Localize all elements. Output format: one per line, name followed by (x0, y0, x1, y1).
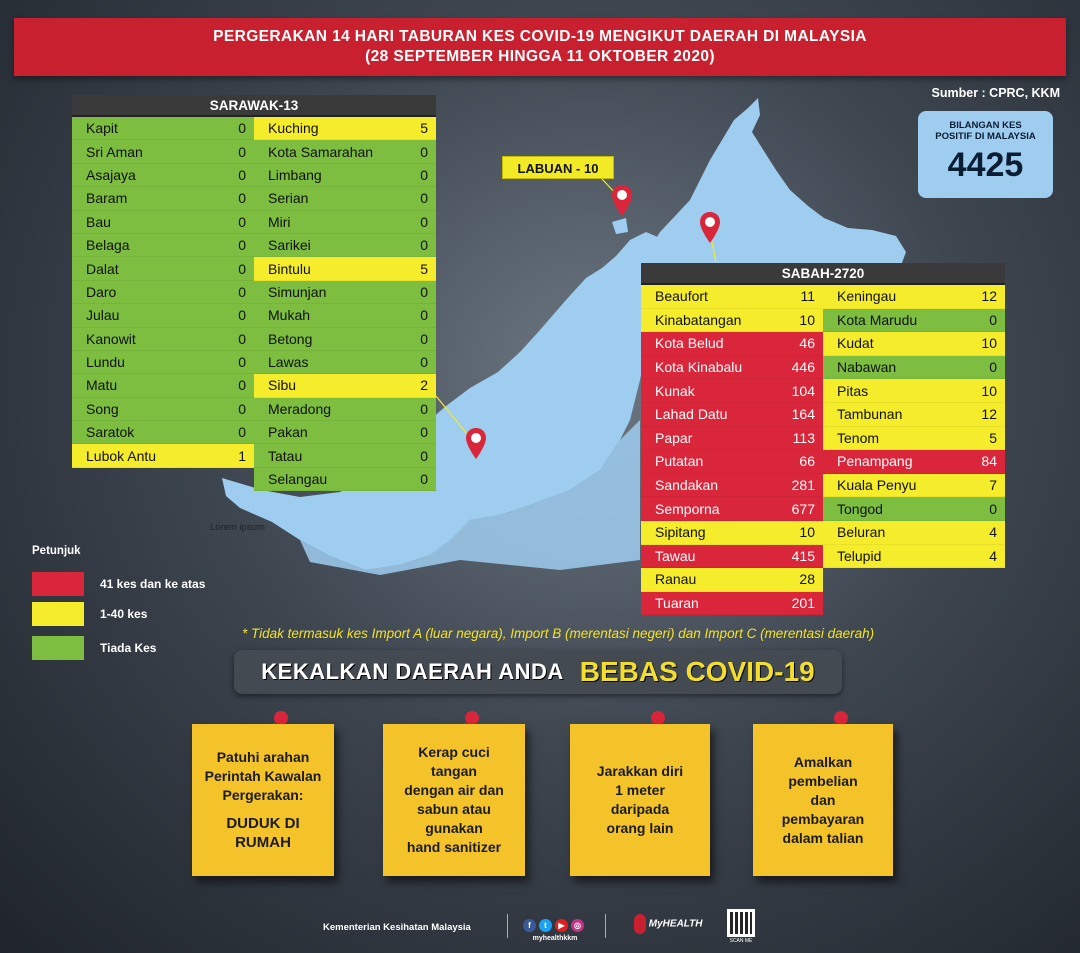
district-row (72, 281, 254, 304)
district-cases: 0 (420, 330, 428, 347)
district-name: Simunjan (268, 283, 327, 300)
district-row (254, 468, 436, 491)
youtube-icon[interactable]: ▶ (555, 919, 568, 932)
district-name: Tawau (655, 547, 696, 564)
import-note: * Tidak termasuk kes Import A (luar negara), Import B (merentasi negeri) dan Import C (merentasi daerah) (242, 626, 875, 641)
advice-text: gunakan (425, 820, 483, 836)
district-cases: 0 (238, 283, 246, 300)
district-name: Semporna (655, 500, 720, 517)
district-name: Bau (86, 213, 111, 230)
district-row (72, 234, 254, 257)
district-name: Tongod (837, 500, 883, 517)
district-row (254, 444, 436, 467)
district-cases: 4 (989, 547, 997, 564)
district-name: Limbang (268, 166, 322, 183)
advice-text: pembelian (788, 772, 858, 789)
district-cases: 66 (799, 453, 815, 470)
district-cases: 0 (238, 330, 246, 347)
advice-card (753, 724, 893, 876)
district-cases: 46 (799, 335, 815, 352)
district-cases: 2 (420, 377, 428, 394)
slogan-banner (234, 650, 842, 694)
advice-text: hand sanitizer (406, 839, 502, 855)
district-name: Baram (86, 190, 128, 207)
instagram-icon[interactable]: ◎ (571, 919, 584, 932)
sarawak-title: SARAWAK-13 (72, 95, 436, 117)
advice-text: dengan air dan (404, 782, 504, 798)
district-name: Kota Kinabalu (655, 359, 743, 376)
district-name: Selangau (268, 471, 328, 488)
advice-emphasis: DUDUK DI (226, 815, 300, 832)
district-row (823, 356, 1005, 380)
source-label: Sumber : CPRC, KKM (931, 86, 1060, 100)
district-name: Serian (268, 190, 309, 207)
legend-label-red: 41 kes dan ke atas (100, 577, 206, 591)
district-row (254, 281, 436, 304)
district-row (254, 234, 436, 257)
district-cases: 0 (420, 166, 428, 183)
district-name: Kota Marudu (837, 311, 918, 328)
district-name: Ranau (655, 571, 697, 588)
district-name: Miri (268, 213, 291, 230)
advice-text: Amalkan (793, 753, 853, 770)
district-cases: 0 (420, 283, 428, 300)
labuan-island (612, 218, 628, 234)
legend-swatch-green (32, 636, 84, 660)
advice-text: daripada (610, 801, 670, 817)
district-row (641, 379, 823, 403)
district-cases: 0 (238, 166, 246, 183)
district-cases: 10 (799, 311, 815, 328)
legend-label-yellow: 1-40 kes (100, 607, 148, 621)
title-line1: PERGERAKAN 14 HARI TABURAN KES COVID-19 MENGIKUT DAERAH DI MALAYSIA (213, 28, 867, 45)
labuan-label: LABUAN - 10 (502, 156, 614, 179)
district-cases: 0 (420, 237, 428, 254)
advice-card (192, 724, 334, 876)
sabah-col2 (823, 285, 1005, 568)
district-cases: 4 (989, 524, 997, 541)
district-name: Kota Belud (655, 335, 724, 352)
district-row (72, 164, 254, 187)
district-cases: 0 (238, 213, 246, 230)
district-name: Tatau (268, 447, 303, 464)
district-row (823, 497, 1005, 521)
district-name: Lubok Antu (86, 447, 157, 464)
district-name: Tambunan (837, 406, 903, 423)
district-row (72, 374, 254, 397)
sarawak-col1 (72, 117, 254, 491)
social-icons (523, 915, 587, 942)
legend-title: Petunjuk (32, 545, 81, 557)
district-name: Dalat (86, 260, 119, 277)
district-cases: 415 (791, 547, 815, 564)
district-row (823, 379, 1005, 403)
district-name: Kota Samarahan (268, 143, 374, 160)
district-cases: 0 (238, 120, 246, 137)
district-row (72, 421, 254, 444)
district-cases: 0 (989, 311, 997, 328)
district-name: Beluran (837, 524, 886, 541)
district-row (254, 140, 436, 163)
advice-text: Kerap cuci (418, 744, 490, 760)
district-cases: 281 (791, 477, 815, 494)
sabah-pin-icon (699, 211, 721, 245)
sabah-land (640, 98, 906, 272)
district-row (254, 304, 436, 327)
district-cases: 113 (792, 429, 815, 446)
district-row (823, 474, 1005, 498)
district-name: Lawas (268, 354, 309, 371)
total-label-line2: POSITIF DI MALAYSIA (935, 131, 1036, 142)
district-row (254, 187, 436, 210)
district-row (641, 545, 823, 569)
district-name: Sri Aman (86, 143, 143, 160)
district-row (641, 332, 823, 356)
sabah-col1 (641, 285, 823, 615)
social-handle: myhealthkkm (532, 935, 578, 942)
district-row (641, 356, 823, 380)
district-name: Penampang (837, 453, 913, 470)
district-cases: 0 (989, 500, 997, 517)
advice-card (383, 724, 525, 876)
district-name: Betong (268, 330, 313, 347)
district-name: Saratok (86, 424, 135, 441)
ministry-name: Kementerian Kesihatan Malaysia (323, 922, 471, 933)
district-name: Kunak (655, 382, 695, 399)
total-label-line1: BILANGAN KES (949, 120, 1022, 131)
district-cases: 0 (238, 307, 246, 324)
district-name: Pakan (268, 424, 308, 441)
district-row (254, 398, 436, 421)
district-row (254, 328, 436, 351)
district-cases: 677 (791, 500, 815, 517)
total-cases-value: 4425 (947, 146, 1024, 184)
sabah-table (641, 263, 1005, 615)
district-row (72, 304, 254, 327)
district-name: Meradong (268, 400, 332, 417)
district-row (72, 328, 254, 351)
district-name: Kinabatangan (655, 311, 742, 328)
district-row (641, 521, 823, 545)
district-row (72, 444, 254, 467)
facebook-icon[interactable]: f (523, 919, 536, 932)
district-cases: 446 (791, 359, 815, 376)
district-name: Papar (655, 429, 693, 446)
district-cases: 0 (420, 354, 428, 371)
advice-text: dalam talian (782, 829, 864, 846)
district-name: Sarikei (268, 237, 311, 254)
district-name: Tuaran (655, 595, 699, 612)
district-row (823, 309, 1005, 333)
qr-code-icon[interactable] (727, 909, 755, 937)
map-placeholder-text: Lorem ipsum (210, 522, 265, 533)
district-name: Nabawan (837, 359, 897, 376)
district-cases: 5 (420, 120, 428, 137)
advice-text: dan (810, 791, 836, 808)
district-row (254, 211, 436, 234)
district-name: Asajaya (86, 166, 136, 183)
advice-emphasis: RUMAH (235, 834, 291, 851)
legend-swatch-red (32, 572, 84, 596)
district-cases: 0 (420, 400, 428, 417)
district-row (641, 427, 823, 451)
legend-swatch-yellow (32, 602, 84, 626)
district-row (823, 403, 1005, 427)
district-cases: 10 (799, 524, 815, 541)
district-row (72, 117, 254, 140)
district-cases: 5 (420, 260, 428, 277)
district-cases: 28 (799, 571, 815, 588)
district-cases: 0 (238, 400, 246, 417)
district-name: Kanowit (86, 330, 136, 347)
district-name: Belaga (86, 237, 130, 254)
district-name: Putatan (655, 453, 704, 470)
district-name: Sandakan (655, 477, 719, 494)
qr-label: SCAN ME (729, 938, 753, 944)
district-name: Kapit (86, 120, 118, 137)
district-row (72, 187, 254, 210)
district-row (641, 592, 823, 616)
slogan-part1: KEKALKAN DAERAH ANDA (261, 659, 564, 684)
district-name: Mukah (268, 307, 311, 324)
advice-text: tangan (431, 763, 477, 779)
advice-text: 1 meter (615, 782, 665, 798)
district-row (72, 398, 254, 421)
district-row (72, 351, 254, 374)
sarawak-table (72, 95, 436, 491)
title-line2: (28 SEPTEMBER HINGGA 11 OKTOBER 2020) (365, 48, 715, 65)
footer-divider (507, 914, 508, 938)
district-cases: 0 (420, 424, 428, 441)
district-name: Kuching (268, 120, 319, 137)
district-row (641, 450, 823, 474)
district-name: Sibu (268, 377, 297, 394)
district-cases: 0 (989, 359, 997, 376)
advice-text: Pergerakan: (222, 787, 304, 803)
district-row (254, 421, 436, 444)
district-cases: 12 (981, 406, 997, 423)
district-name: Kuala Penyu (837, 477, 917, 494)
district-cases: 201 (791, 595, 815, 612)
advice-text: pembayaran (781, 810, 865, 827)
district-name: Telupid (837, 547, 882, 564)
district-cases: 5 (989, 429, 997, 446)
district-cases: 0 (238, 260, 246, 277)
district-cases: 1 (238, 447, 246, 464)
district-cases: 12 (981, 288, 997, 305)
district-name: Song (86, 400, 119, 417)
district-row (641, 568, 823, 592)
district-cases: 0 (420, 143, 428, 160)
district-cases: 0 (238, 143, 246, 160)
district-row (72, 257, 254, 280)
district-name: Pitas (837, 382, 869, 399)
district-name: Tenom (837, 429, 880, 446)
district-row (641, 474, 823, 498)
district-row (641, 309, 823, 333)
district-row (823, 427, 1005, 451)
district-cases: 0 (420, 307, 428, 324)
district-cases: 0 (238, 190, 246, 207)
district-name: Daro (86, 283, 117, 300)
district-row (641, 497, 823, 521)
district-cases: 164 (791, 406, 815, 423)
district-row (254, 117, 436, 140)
district-name: Bintulu (268, 260, 311, 277)
district-row (254, 351, 436, 374)
brand-name: MyHEALTH (648, 918, 703, 930)
district-cases: 0 (420, 447, 428, 464)
myhealth-figure-icon (634, 914, 646, 934)
advice-text: sabun atau (417, 801, 491, 817)
district-row (823, 285, 1005, 309)
advice-text: Patuhi arahan (216, 749, 310, 765)
district-row (823, 545, 1005, 569)
district-cases: 7 (989, 477, 997, 494)
advice-text: Jarakkan diri (596, 763, 684, 779)
sabah-title: SABAH-2720 (641, 263, 1005, 285)
advice-card (570, 724, 710, 876)
footer-divider-2 (605, 914, 606, 938)
sarawak-col2 (254, 117, 436, 491)
district-cases: 0 (420, 471, 428, 488)
district-row (72, 140, 254, 163)
district-row (254, 374, 436, 397)
district-name: Keningau (837, 288, 897, 305)
advice-text: Perintah Kawalan (204, 768, 322, 784)
labuan-pin-icon (611, 184, 633, 218)
district-row (823, 521, 1005, 545)
district-name: Lundu (86, 354, 125, 371)
advice-text: orang lain (606, 820, 674, 836)
district-cases: 0 (420, 213, 428, 230)
district-cases: 0 (420, 190, 428, 207)
twitter-icon[interactable]: t (539, 919, 552, 932)
district-cases: 11 (800, 288, 815, 305)
district-name: Matu (86, 377, 118, 394)
district-row (641, 285, 823, 309)
district-name: Beaufort (655, 288, 708, 305)
district-name: Lahad Datu (655, 406, 728, 423)
district-row (823, 332, 1005, 356)
district-cases: 84 (981, 453, 997, 470)
district-row (823, 450, 1005, 474)
district-cases: 0 (238, 354, 246, 371)
district-cases: 0 (238, 237, 246, 254)
district-row (254, 257, 436, 280)
district-cases: 10 (981, 335, 997, 352)
myhealth-logo (634, 914, 702, 934)
district-name: Julau (86, 307, 120, 324)
district-name: Sipitang (655, 524, 706, 541)
district-row (72, 211, 254, 234)
district-cases: 0 (238, 377, 246, 394)
legend-label-green: Tiada Kes (100, 641, 157, 655)
district-row (641, 403, 823, 427)
slogan-part2: BEBAS COVID-19 (579, 656, 815, 687)
sarawak-pin-icon (465, 427, 487, 461)
district-cases: 0 (238, 424, 246, 441)
district-cases: 10 (981, 382, 997, 399)
district-row (254, 164, 436, 187)
district-name: Kudat (837, 335, 874, 352)
district-cases: 104 (791, 382, 815, 399)
